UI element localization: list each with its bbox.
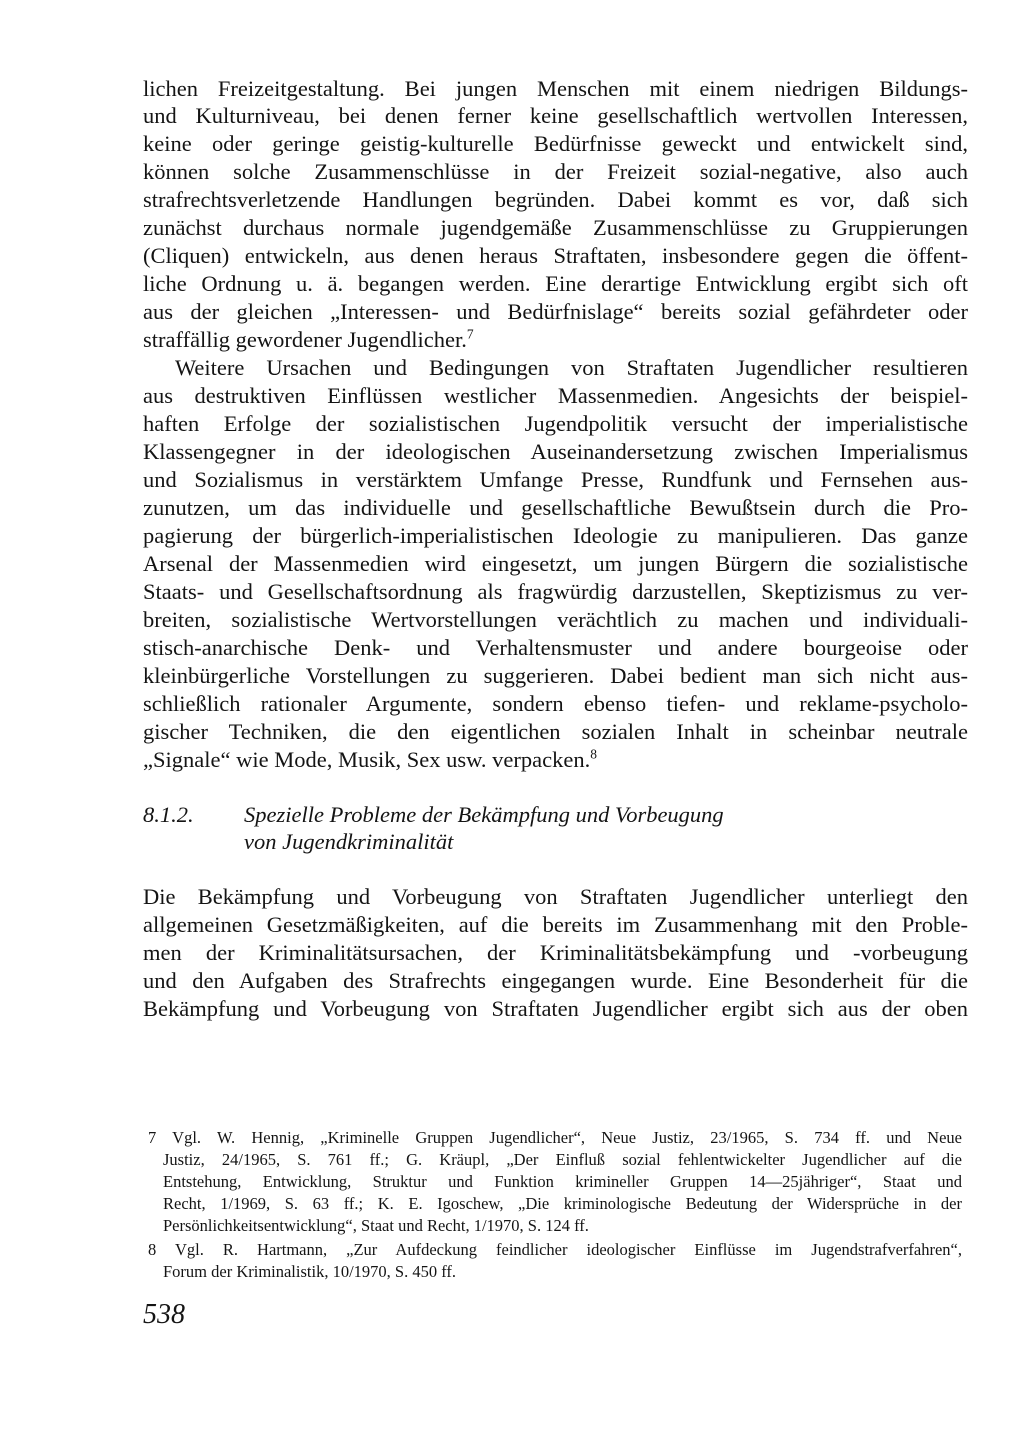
body-text-fragment: straffällig gewordener Jugendlicher. (143, 327, 467, 352)
footnote-marker: 7 (466, 326, 474, 342)
body-text-line: Klassengegner in der ideologischen Auseinandersetzung zwischen Imperialismus (143, 439, 968, 464)
footnote-line: Persönlichkeitsentwicklung“, Staat und Recht, 1/1970, S. 124 ff. (163, 1216, 589, 1235)
footnote-line: Forum der Kriminalistik, 10/1970, S. 450 ff. (163, 1262, 457, 1281)
body-text-line: breiten, sozialistische Wertvorstellungen verächtlich zu machen und individuali- (143, 607, 968, 632)
body-text-line: haften Erfolge der sozialistischen Jugendpolitik versucht der imperialistische (143, 411, 968, 436)
footnote-line: 8 Vgl. R. Hartmann, „Zur Aufdeckung feindlicher ideologischer Einflüsse im Jugendstrafverfahren“, (148, 1240, 962, 1259)
section-text-line: men der Kriminalitätsursachen, der Kriminalitätsbekämpfung und -vorbeugung (143, 940, 968, 965)
body-text-line: zunutzen, um das individuelle und gesellschaftliche Bewußtsein durch die Pro- (143, 495, 968, 520)
body-text-line: schließlich rationaler Argumente, sondern ebenso tiefen- und reklame-psycholo- (143, 691, 968, 716)
body-text-fragment: „Signale“ wie Mode, Musik, Sex usw. verpacken. (143, 747, 591, 772)
section-text-line: Bekämpfung und Vorbeugung von Straftaten Jugendlicher ergibt sich aus der oben (143, 996, 968, 1021)
body-text-line: strafrechtsverletzende Handlungen begründen. Dabei kommt es vor, daß sich (143, 187, 968, 212)
section-title-line: Spezielle Probleme der Bekämpfung und Vorbeugung (244, 802, 724, 827)
body-text-line: aus der gleichen „Interessen- und Bedürfnislage“ bereits sozial gefährdeter oder (143, 299, 968, 324)
body-text-line: lichen Freizeitgestaltung. Bei jungen Menschen mit einem niedrigen Bildungs- (143, 76, 968, 101)
footnote-line: Recht, 1/1969, S. 63 ff.; K. E. Igoschew, „Die kriminologische Bedeutung der Widersprüche in der (163, 1194, 962, 1213)
footnote-line: Justiz, 24/1965, S. 761 ff.; G. Kräupl, „Der Einfluß sozial fehlentwickelter Jugendlicher auf die (163, 1150, 962, 1169)
body-text-line: zunächst durchaus normale jugendgemäße Zusammenschlüsse zu Gruppierungen (143, 215, 968, 240)
body-text-line: liche Ordnung u. ä. begangen werden. Eine derartige Entwicklung ergibt sich oft (143, 271, 968, 296)
body-text-line (143, 747, 968, 773)
body-text-line: und Kulturniveau, bei denen ferner keine gesellschaftlich wertvollen Interessen, (143, 103, 968, 128)
footnote-line: Entstehung, Entwicklung, Struktur und Funktion krimineller Gruppen 14—25jähriger“, Staat und (163, 1172, 962, 1191)
footnote-marker: 8 (590, 746, 597, 762)
section-title-line: von Jugendkriminalität (244, 829, 454, 854)
body-text-line: können solche Zusammenschlüsse in der Freizeit sozial-negative, also auch (143, 159, 968, 184)
body-text-line: pagierung der bürgerlich-imperialistischen Ideologie zu manipulieren. Das ganze (143, 523, 968, 548)
body-text-line: (Cliquen) entwickeln, aus denen heraus Straftaten, insbesondere gegen die öffent- (143, 243, 968, 268)
body-text-line: keine oder geringe geistig-kulturelle Bedürfnisse geweckt und entwickelt sind, (143, 131, 968, 156)
body-text-line: Arsenal der Massenmedien wird eingesetzt, um jungen Bürgern die sozialistische (143, 551, 968, 576)
section-text-line: Die Bekämpfung und Vorbeugung von Straftaten Jugendlicher unterliegt den (143, 884, 968, 909)
body-text-line: gischer Techniken, die den eigentlichen sozialen Inhalt in scheinbar neutrale (143, 719, 968, 744)
body-text-line: und Sozialismus in verstärktem Umfange Presse, Rundfunk und Fernsehen aus- (143, 467, 968, 492)
body-text-line: Staats- und Gesellschaftsordnung als fragwürdig darzustellen, Skeptizismus zu ver- (143, 579, 968, 604)
body-text-line: kleinbürgerliche Vorstellungen zu suggerieren. Dabei bedient man sich nicht aus- (143, 663, 968, 688)
body-text-line (143, 327, 968, 353)
footnote-line: 7 Vgl. W. Hennig, „Kriminelle Gruppen Jugendlicher“, Neue Justiz, 23/1965, S. 734 ff. und Neue (148, 1128, 962, 1147)
section-number: 8.1.2. (143, 802, 194, 827)
section-text-line: und den Aufgaben des Strafrechts eingegangen wurde. Eine Besonderheit für die (143, 968, 968, 993)
page-number: 538 (143, 1299, 185, 1330)
section-text-line: allgemeinen Gesetzmäßigkeiten, auf die bereits im Zusammenhang mit den Proble- (143, 912, 968, 937)
body-text-line: aus destruktiven Einflüssen westlicher Massenmedien. Angesichts der beispiel- (143, 383, 968, 408)
body-text-line: Weitere Ursachen und Bedingungen von Straftaten Jugendlicher resultieren (175, 355, 968, 380)
body-text-line: stisch-anarchische Denk- und Verhaltensmuster und andere bourgeoise oder (143, 635, 968, 660)
